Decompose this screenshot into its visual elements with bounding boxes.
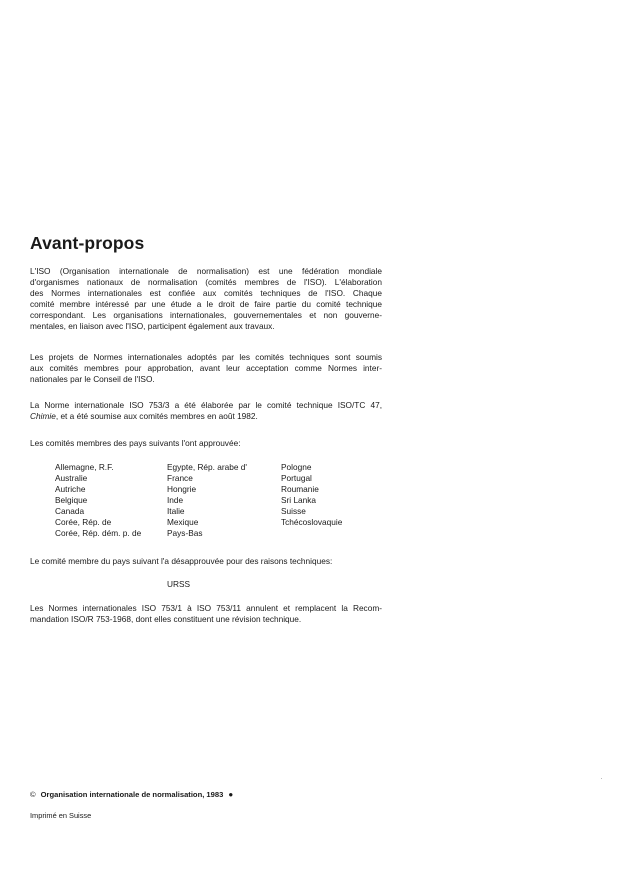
text-line: comité membre intéressé par une étude a le droit de faire partie du comité technique — [30, 299, 382, 309]
text-line: mentales, en liaison avec l'ISO, participent également aux travaux. — [30, 321, 275, 331]
country-name: Suisse — [281, 506, 306, 516]
paragraph-approval-process — [30, 352, 382, 385]
scan-speck — [601, 778, 602, 779]
text-line: aux comités membres pour approbation, avant leur acceptation comme Normes inter- — [30, 363, 382, 373]
country-name: Allemagne, R.F. — [55, 462, 114, 472]
paragraph-approving-countries-intro — [30, 438, 382, 449]
countries-column-3 — [281, 462, 342, 528]
text-line: Chimie, et a été soumise aux comités membres en août 1982. — [30, 411, 258, 421]
country-name: Australie — [55, 473, 88, 483]
country-name: Egypte, Rép. arabe d' — [167, 462, 247, 472]
country-name: Autriche — [55, 484, 86, 494]
copyright-text: Organisation internationale de normalisation, 1983 — [40, 790, 224, 799]
country-name: Tchécoslovaquie — [281, 517, 343, 527]
text-line: des Normes internationales est confiée aux comités techniques de l'ISO. Chaque — [30, 288, 382, 298]
country-name: Belgique — [55, 495, 88, 505]
text-line: mandation ISO/R 753-1968, dont elles constituent une révision technique. — [30, 614, 302, 624]
disapproving-country: URSS — [167, 579, 191, 589]
copyright-line — [30, 790, 233, 799]
countries-column-2 — [167, 462, 247, 539]
text-line: correspondant. Les organisations internationales, gouvernementales et non gouverne- — [30, 310, 382, 320]
text-line: Le comité membre du pays suivant l'a désapprouvée pour des raisons techniques: — [30, 556, 333, 566]
countries-column-1 — [55, 462, 141, 539]
country-name: Canada — [55, 506, 85, 516]
country-name: Inde — [167, 495, 184, 505]
bullet-icon: ● — [228, 790, 234, 799]
copyright-icon: © — [30, 790, 36, 799]
country-name: Roumanie — [281, 484, 319, 494]
printed-in: Imprimé en Suisse — [30, 811, 92, 820]
text-line: Les comités membres des pays suivants l'ont approuvée: — [30, 438, 241, 448]
country-name: Corée, Rép. dém. p. de — [55, 528, 142, 538]
text-line: La Norme internationale ISO 753/3 a été élaborée par le comité technique ISO/TC 47, — [30, 400, 382, 410]
country-name: Pologne — [281, 462, 312, 472]
paragraph-iso-description — [30, 266, 382, 332]
text-line: Les Normes internationales ISO 753/1 à ISO 753/11 annulent et remplacent la Recom- — [30, 603, 382, 613]
text-line: L'ISO (Organisation internationale de normalisation) est une fédération mondiale — [30, 266, 382, 276]
paragraph-supersedes — [30, 603, 382, 625]
text-line: Les projets de Normes internationales adoptés par les comités techniques sont soumis — [30, 352, 382, 362]
text-line: d'organismes nationaux de normalisation (comités membres de l'ISO). L'élaboration — [30, 277, 382, 287]
country-name: Pays-Bas — [167, 528, 203, 538]
page-title: Avant-propos — [30, 233, 145, 253]
country-name: Corée, Rép. de — [55, 517, 112, 527]
country-name: Italie — [167, 506, 185, 516]
country-name: Mexique — [167, 517, 199, 527]
paragraph-standard-origin — [30, 400, 382, 422]
country-name: Portugal — [281, 473, 312, 483]
paragraph-disapproving-country-intro — [30, 556, 382, 567]
country-name: France — [167, 473, 193, 483]
country-name: Sri Lanka — [281, 495, 317, 505]
text-line: nationales par le Conseil de l'ISO. — [30, 374, 155, 384]
country-name: Hongrie — [167, 484, 197, 494]
